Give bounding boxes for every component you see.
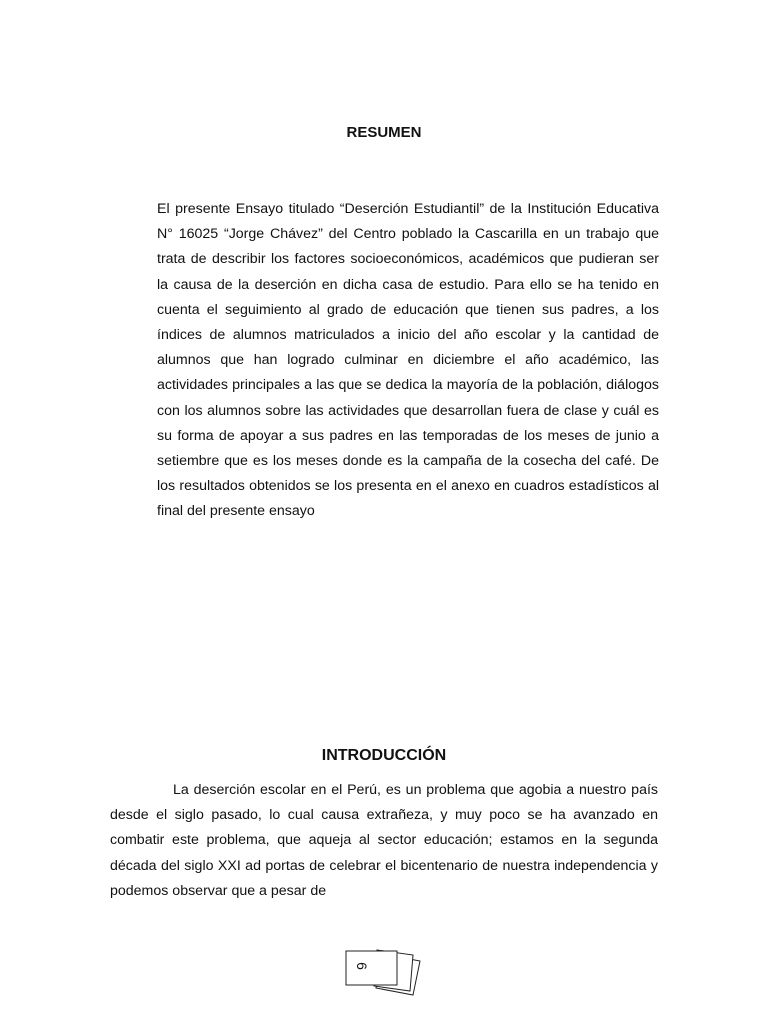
- resumen-heading: RESUMEN: [346, 124, 422, 141]
- page-number: 6: [354, 962, 370, 970]
- introduccion-paragraph: La deserción escolar en el Perú, es un problema que agobia a nuestro país desde el siglo pasado, lo cual causa extrañeza, y muy poco se ha avanzado en combatir este problema, que aqueja al sector educación; estamos en la segunda década del siglo XXI ad portas de celebrar el bicentenario de nuestra independencia y podemos observar que a pesar de: [110, 782, 658, 899]
- resumen-paragraph: El presente Ensayo titulado “Deserción Estudiantil” de la Institución Educativa N° 16025 “Jorge Chávez” del Centro poblado la Cascarilla en un trabajo que trata de describir los factores socioeconómicos, académicos que pudieran ser la causa de la deserción en dicha casa de estudio. Para ello se ha tenido en cuenta el seguimiento al grado de educación que tienen sus padres, a los índices de alumnos matriculados a inicio del año escolar y la cantidad de alumnos que han logrado culminar en diciembre el año académico, las actividades principales a las que se dedica la mayoría de la población, diálogos con los alumnos sobre las actividades que desarrollan fuera de clase y cuál es su forma de apoyar a sus padres en las temporadas de los meses de junio a setiembre que es los meses donde es la campaña de la cosecha del café. De los resultados obtenidos se los presenta en el anexo en cuadros estadísticos al final del presente ensayo: [157, 201, 659, 520]
- introduccion-heading: INTRODUCCIÓN: [321, 747, 447, 764]
